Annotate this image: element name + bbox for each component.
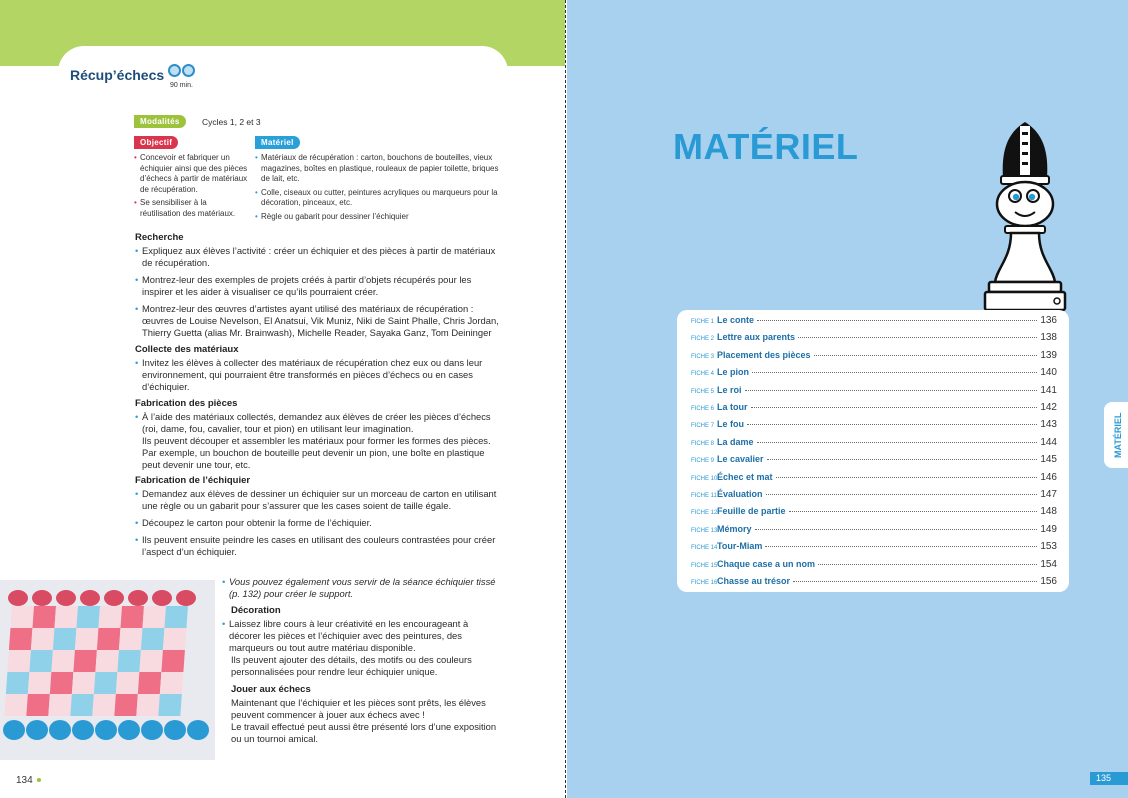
toc-leader — [814, 355, 1038, 356]
list-item: • Montrez-leur des exemples de projets créés à partir d’objets récupérés pour les inspirer et les aider à visualiser ce qu’ils pourraient créer. — [135, 274, 503, 298]
chessboard-photo — [0, 580, 215, 760]
toc-page: 153 — [1040, 541, 1057, 553]
board-square — [51, 650, 75, 672]
toc-leader — [776, 477, 1038, 478]
board-square — [73, 650, 97, 672]
stopwatch-icon — [168, 64, 198, 80]
blue-piece — [49, 720, 71, 740]
blue-piece — [118, 720, 140, 740]
toc-fiche: FICHE 11 — [691, 493, 717, 499]
board-square — [119, 628, 143, 650]
toc-row[interactable] — [691, 350, 1057, 366]
toc-leader — [752, 372, 1037, 373]
toc-leader — [818, 564, 1037, 565]
board-square — [95, 650, 119, 672]
board-square — [32, 606, 56, 628]
toc-fiche: FICHE 3 — [691, 353, 715, 360]
toc-leader — [757, 442, 1038, 443]
toc-page: 143 — [1040, 419, 1057, 431]
toc-fiche: FICHE 9 — [691, 458, 715, 465]
board-square — [31, 628, 55, 650]
red-piece — [56, 590, 76, 606]
paragraph: Ils peuvent découper et assembler les matériaux pour former les formes des pièces. — [142, 435, 491, 446]
list-item: • Ils peuvent ensuite peindre les cases en utilisant des couleurs contrastées pour créer l’aspect d’un échiquier. — [135, 534, 503, 558]
bishop-mascot-icon — [975, 118, 1075, 314]
toc-fiche: FICHE 14 — [691, 545, 718, 552]
red-piece — [104, 590, 124, 606]
toc-page: 144 — [1040, 436, 1057, 448]
board-square — [75, 628, 99, 650]
toc-fiche: FICHE 4 — [691, 371, 715, 378]
section-fabrication-pieces — [135, 398, 503, 471]
toc-fiche: FICHE 5 — [691, 388, 715, 395]
toc-row[interactable] — [691, 454, 1057, 470]
board-square — [10, 606, 34, 628]
board-square — [138, 672, 162, 694]
toc-leader — [798, 337, 1037, 338]
toc-fiche: FICHE 6 — [691, 406, 715, 412]
board-square — [28, 672, 52, 694]
board-square — [54, 606, 78, 628]
board-square — [97, 628, 121, 650]
toc-row[interactable] — [691, 367, 1057, 383]
table-of-contents — [677, 310, 1069, 592]
board-square — [7, 650, 31, 672]
right-page — [567, 0, 1128, 798]
red-piece — [8, 590, 28, 606]
toc-title: Placement des pièces — [717, 349, 811, 360]
objectif-list — [134, 153, 248, 222]
list-item: • Colle, ciseaux ou cutter, peintures acryliques ou marqueurs pour la décoration, pinceaux, etc. — [255, 188, 500, 209]
main-body — [135, 232, 503, 563]
red-piece — [152, 590, 172, 606]
paragraph: Le travail effectué peut aussi être présenté lors d’une exposition ou un tournoi amical. — [231, 721, 497, 744]
toc-title: Le cavalier — [717, 454, 764, 465]
board-square — [9, 628, 33, 650]
materiel-badge: Matériel — [255, 136, 300, 149]
board-square — [164, 606, 188, 628]
toc-title: Évaluation — [717, 489, 763, 499]
side-tab: MATÉRIEL — [1104, 402, 1128, 468]
toc-page: 147 — [1040, 489, 1057, 500]
toc-row[interactable] — [691, 506, 1057, 522]
red-piece — [176, 590, 196, 606]
blue-piece — [95, 720, 117, 740]
toc-row[interactable] — [691, 419, 1057, 435]
board-square — [72, 672, 96, 694]
list-item: • À l’aide des matériaux collectés, demandez aux élèves de créer les pièces d’échecs (roi, dame, fou, cavalier, tour et pion) en utilisant leur imagination. — [135, 411, 503, 435]
paragraph: Par exemple, un bouchon de bouteille peut devenir un pion, une boîte en plastique peut devenir une tour, etc. — [142, 447, 485, 470]
toc-row[interactable] — [691, 385, 1057, 401]
toc-fiche: FICHE 1 — [691, 319, 715, 325]
toc-title: Le pion — [717, 367, 749, 378]
section-heading: Fabrication des pièces — [135, 398, 238, 409]
blue-piece — [3, 720, 25, 740]
toc-row[interactable] — [691, 402, 1057, 418]
board-square — [158, 694, 182, 716]
duration-label: 90 min. — [170, 82, 193, 89]
toc-fiche: FICHE 7 — [691, 423, 715, 430]
toc-fiche: FICHE 16 — [691, 580, 718, 586]
toc-leader — [757, 320, 1037, 321]
toc-row[interactable] — [691, 559, 1057, 575]
toc-leader — [747, 424, 1037, 425]
toc-title: Chaque case a un nom — [717, 558, 816, 569]
toc-row[interactable] — [691, 472, 1057, 488]
toc-page: 142 — [1040, 402, 1057, 413]
toc-title: Le fou — [717, 419, 744, 430]
toc-row[interactable] — [691, 489, 1057, 505]
board-square — [136, 694, 160, 716]
list-item: • Montrez-leur des œuvres d’artistes ayant utilisé des matériaux de récupération : œuvres de Louise Nevelson, El Anatsui, Vik Muniz, Niki de Saint Phalle, Chris Jordan, Thierry Guetta (alias Mr. Brainwash), Michelle Reader, Sayaka Ganz, Tom Deininger — [135, 303, 503, 339]
list-item: • Règle ou gabarit pour dessiner l’échiquier — [255, 212, 500, 223]
toc-title: La tour — [717, 402, 748, 412]
toc-title: Tour-Miam — [717, 541, 763, 552]
list-item: • Concevoir et fabriquer un échiquier ainsi que des pièces d’échecs à partir de matériaux de récupération. — [134, 153, 248, 195]
materiel-list — [255, 153, 500, 225]
board-square — [48, 694, 72, 716]
toc-page: 140 — [1040, 367, 1057, 379]
board-square — [141, 628, 165, 650]
board-square — [139, 650, 163, 672]
toc-row[interactable] — [691, 315, 1057, 331]
blue-piece — [141, 720, 163, 740]
toc-page: 146 — [1040, 471, 1057, 483]
board-square — [29, 650, 53, 672]
toc-fiche: FICHE 10 — [691, 475, 718, 482]
toc-title: Lettre aux parents — [717, 332, 796, 343]
board-square — [4, 694, 28, 716]
toc-title: La dame — [717, 436, 754, 447]
board-square — [94, 672, 118, 694]
toc-leader — [767, 459, 1038, 460]
objectif-badge: Objectif — [134, 136, 178, 149]
list-item: • Matériaux de récupération : carton, bouchons de bouteilles, vieux magazines, boîtes en plastique, rouleaux de papier toilette, briques de lait, etc. — [255, 153, 500, 185]
toc-page: 149 — [1040, 523, 1057, 535]
modalites-badge: Modalités — [134, 115, 186, 128]
page-title: MATÉRIEL — [673, 126, 859, 167]
section-recherche — [135, 232, 503, 339]
list-item: • Laissez libre cours à leur créativité en les encourageant à décorer les pièces et l’échiquier avec des peintures, des marqueurs ou tout autre matériau disponible. — [222, 618, 502, 654]
board-square — [160, 672, 184, 694]
toc-title: Feuille de partie — [717, 506, 786, 517]
board-square — [76, 606, 100, 628]
toc-title: Échec et mat — [717, 471, 773, 482]
board-square — [70, 694, 94, 716]
toc-row[interactable] — [691, 576, 1057, 592]
red-piece — [32, 590, 52, 606]
toc-page: 156 — [1040, 576, 1057, 587]
toc-leader — [766, 494, 1038, 495]
toc-row[interactable] — [691, 332, 1057, 348]
toc-leader — [745, 390, 1038, 391]
toc-row[interactable] — [691, 524, 1057, 540]
toc-leader — [751, 407, 1038, 408]
toc-page: 148 — [1040, 506, 1057, 518]
list-item: • Découpez le carton pour obtenir la forme de l’échiquier. — [135, 517, 503, 529]
toc-leader — [789, 511, 1038, 512]
paragraph: Maintenant que l’échiquier et les pièces sont prêts, les élèves peuvent commencer à jouer aux échecs avec ! — [231, 697, 486, 720]
red-piece — [128, 590, 148, 606]
toc-fiche: FICHE 15 — [691, 562, 718, 569]
toc-title: Le roi — [717, 384, 742, 395]
list-item: • Se sensibiliser à la réutilisation des matériaux. — [134, 198, 248, 219]
toc-fiche: FICHE 13 — [691, 527, 718, 534]
toc-fiche: FICHE 2 — [691, 336, 715, 343]
section-heading: Décoration — [231, 605, 281, 616]
toc-leader — [755, 529, 1038, 530]
board-square — [163, 628, 187, 650]
toc-leader — [765, 546, 1037, 547]
lower-body — [222, 576, 502, 745]
section-fabrication-echiquier — [135, 475, 503, 558]
board-square — [116, 672, 140, 694]
toc-fiche: FICHE 8 — [691, 440, 715, 447]
section-heading: Collecte des matériaux — [135, 344, 239, 355]
toc-page: 145 — [1040, 454, 1057, 466]
board-square — [26, 694, 50, 716]
board-square — [92, 694, 116, 716]
page-number-left: 134 — [16, 775, 41, 786]
list-item: • Demandez aux élèves de dessiner un échiquier sur un morceau de carton en utilisant une règle ou un gabarit pour s’assurer que les cases soient de taille égale. — [135, 488, 503, 512]
board-square — [50, 672, 74, 694]
toc-page: 138 — [1040, 332, 1057, 344]
toc-page: 141 — [1040, 384, 1057, 396]
list-item: • Invitez les élèves à collecter des matériaux de récupération chez eux ou dans leur environnement, qui pourraient être transformés en pièces d’échecs ou en cases d’échiquier. — [135, 357, 503, 393]
toc-page: 154 — [1040, 558, 1057, 570]
list-item: • Expliquez aux élèves l’activité : créer un échiquier et des pièces à partir de matériaux de récupération. — [135, 245, 503, 269]
toc-page: 136 — [1040, 315, 1057, 326]
board-square — [117, 650, 141, 672]
section-heading: Recherche — [135, 232, 184, 243]
toc-title: Mémory — [717, 523, 752, 534]
note: • Vous pouvez également vous servir de la séance échiquier tissé (p. 132) pour créer le support. — [222, 576, 502, 600]
blue-piece — [72, 720, 94, 740]
toc-row[interactable] — [691, 541, 1057, 557]
section-heading: Jouer aux échecs — [231, 684, 311, 695]
toc-title: Chasse au trésor — [717, 576, 791, 586]
toc-page: 139 — [1040, 349, 1057, 361]
section-collecte — [135, 344, 503, 393]
board-square — [6, 672, 30, 694]
board-square — [142, 606, 166, 628]
activity-title: Récup’échecs — [70, 67, 164, 83]
board-square — [114, 694, 138, 716]
toc-row[interactable] — [691, 437, 1057, 453]
blue-piece — [26, 720, 48, 740]
toc-fiche: FICHE 12 — [691, 510, 718, 517]
board-square — [53, 628, 77, 650]
blue-piece — [187, 720, 209, 740]
paragraph: Ils peuvent ajouter des détails, des motifs ou des couleurs personnalisées pour rendre leur échiquier unique. — [231, 654, 472, 677]
toc-leader — [793, 581, 1037, 582]
board-square — [161, 650, 185, 672]
section-heading: Fabrication de l’échiquier — [135, 475, 251, 486]
red-piece — [80, 590, 100, 606]
page-number-right: 135 — [1090, 772, 1128, 785]
modalites-value: Cycles 1, 2 et 3 — [202, 117, 261, 127]
blue-piece — [164, 720, 186, 740]
board-square — [98, 606, 122, 628]
board-square — [120, 606, 144, 628]
toc-title: Le conte — [717, 315, 755, 325]
